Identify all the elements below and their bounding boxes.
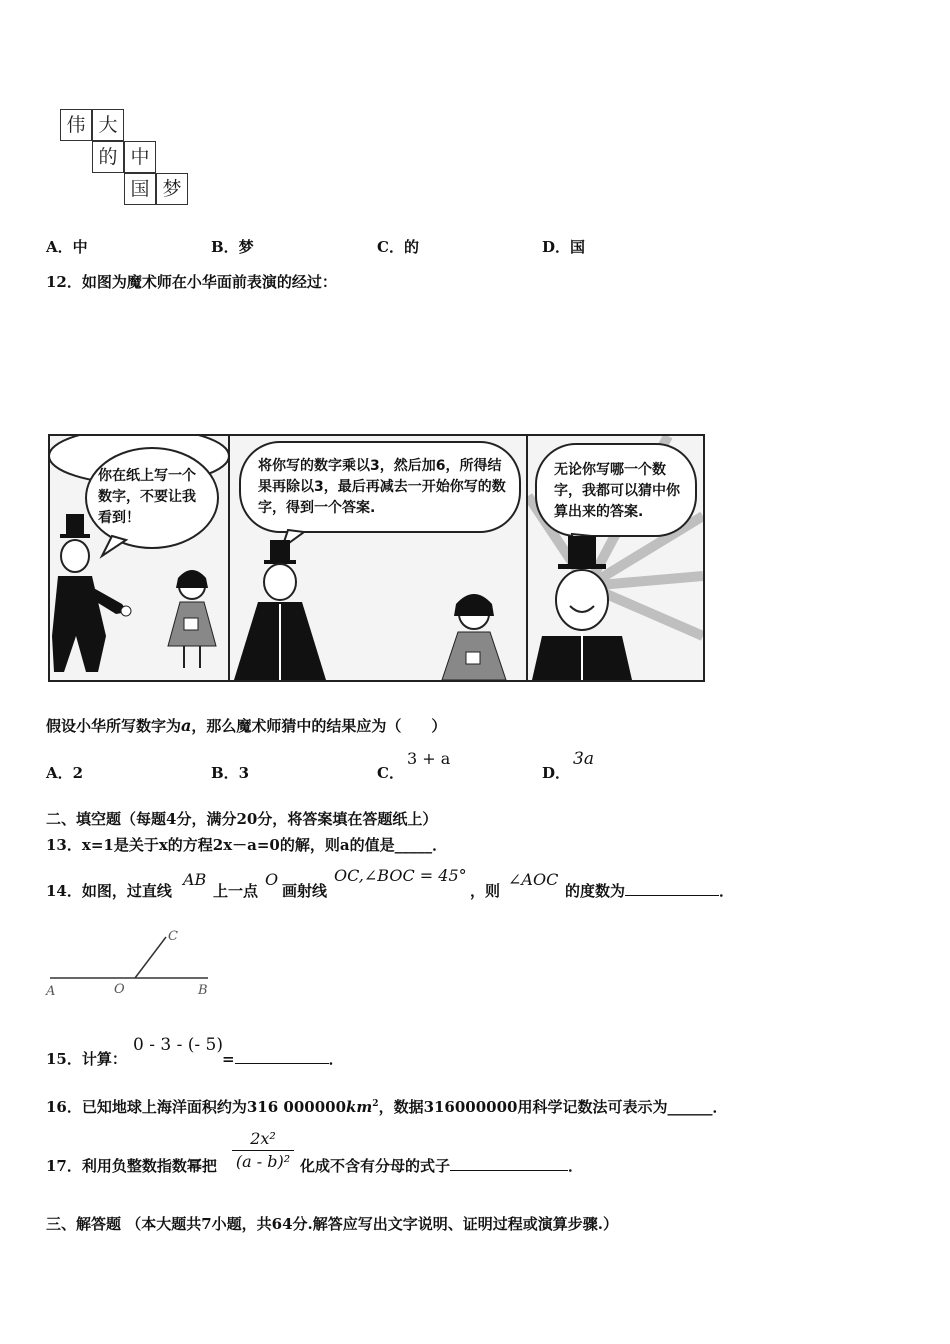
section-3-heading: 三、解答题 （本大题共7小题，共64分.解答应写出文字说明、证明过程或演算步骤.） <box>46 1215 618 1233</box>
question-14-p5-text: 的度数为 <box>565 882 626 900</box>
question-12-prefix: 假设小华所写数字为 <box>46 717 182 735</box>
option-d: D．国 <box>542 238 586 256</box>
grid-cell: 的 <box>92 141 124 173</box>
q17-end: ． <box>568 1157 584 1175</box>
question-17-p2 <box>300 1155 583 1176</box>
q12-option-c: C． <box>377 764 404 782</box>
q12-option-b: B．3 <box>211 764 250 782</box>
q15-expression: 0 - 3 - (- 5) <box>133 1035 223 1055</box>
grid-cell: 伟 <box>60 109 92 141</box>
q12-option-d-math: 3a <box>573 749 594 769</box>
option-a: A．中 <box>46 238 88 256</box>
question-12-stem: 12．如图为魔术师在小华面前表演的经过： <box>46 273 337 291</box>
q12-option-c-math: 3 + a <box>407 749 451 768</box>
question-13: 13．x=1是关于x的方程2x－a=0的解，则a的值是_____． <box>46 836 448 854</box>
q15-end: ． <box>328 1050 344 1068</box>
q16-part2: ，数据316000000用科学记数法可表示为______． <box>378 1098 728 1116</box>
question-15-p1: 15．计算： <box>46 1050 127 1068</box>
ray-oc <box>135 937 166 978</box>
q16-unit: km <box>346 1098 373 1116</box>
answer-blank-17 <box>450 1170 568 1171</box>
question-14-p4: ，则 <box>470 882 501 900</box>
question-14-p2: 上一点 <box>213 882 259 900</box>
option-b: B．梦 <box>211 238 254 256</box>
question-14-end: ． <box>719 882 735 900</box>
option-c: C．的 <box>377 238 419 256</box>
question-14-p1: 14．如图，过直线 <box>46 882 172 900</box>
question-14-p5 <box>565 880 734 901</box>
q14-math-angle-aoc: ∠AOC <box>508 870 559 889</box>
comic-panel-2 <box>230 436 528 680</box>
label-a: A <box>46 984 56 999</box>
answer-blank-14 <box>625 895 719 896</box>
speech-bubble-3: 无论你写哪一个数字，我都可以猜中你算出来的答案. <box>554 462 680 520</box>
q14-math-angle-boc: OC,∠BOC = 45° <box>334 866 467 885</box>
label-o: O <box>114 982 125 997</box>
grid-cell: 中 <box>124 141 156 173</box>
question-16 <box>46 1096 728 1117</box>
speech-bubble-2: 将你写的数字乘以3，然后加6，所得结果再除以3，最后再减去一开始你写的数字，得到一个答案. <box>258 458 506 516</box>
question-17-p1: 17．利用负整数指数幂把 <box>46 1157 217 1175</box>
magician-comic <box>48 434 705 682</box>
question-15-p2 <box>222 1048 344 1069</box>
grid-cell: 梦 <box>156 173 188 205</box>
q17-denominator: (a - b)² <box>235 1152 291 1171</box>
q15-equals: = <box>222 1050 235 1068</box>
question-12-suffix: ，那么魔术师猜中的结果应为（ ） <box>191 717 447 735</box>
q14-math-o: O <box>265 870 279 889</box>
label-c: C <box>168 929 178 944</box>
comic-panel-1 <box>50 436 230 680</box>
speech-bubble-1: 你在纸上写一个数字，不要让我看到！ <box>98 468 196 526</box>
question-12-text <box>46 715 446 736</box>
label-b: B <box>198 983 208 998</box>
grid-cell: 国 <box>124 173 156 205</box>
q12-option-d: D． <box>542 764 571 782</box>
q17-fraction <box>230 1128 296 1173</box>
section-2-heading: 二、填空题（每题4分，满分20分，将答案填在答题纸上） <box>46 810 438 828</box>
comic-panel-3 <box>528 436 703 680</box>
q16-sup: 2 <box>372 1099 379 1109</box>
q16-part1: 16．已知地球上海洋面积约为316 000000 <box>46 1098 347 1116</box>
q14-math-ab: AB <box>183 870 207 889</box>
answer-blank-15 <box>235 1063 329 1064</box>
grid-cell: 大 <box>92 109 124 141</box>
q12-option-a: A．2 <box>46 764 84 782</box>
question-14-p3: 画射线 <box>282 882 328 900</box>
q17-part2: 化成不含有分母的式子 <box>300 1157 451 1175</box>
q17-numerator: 2x² <box>250 1129 276 1148</box>
angle-figure <box>40 925 220 1000</box>
variable-a: a <box>181 716 192 735</box>
